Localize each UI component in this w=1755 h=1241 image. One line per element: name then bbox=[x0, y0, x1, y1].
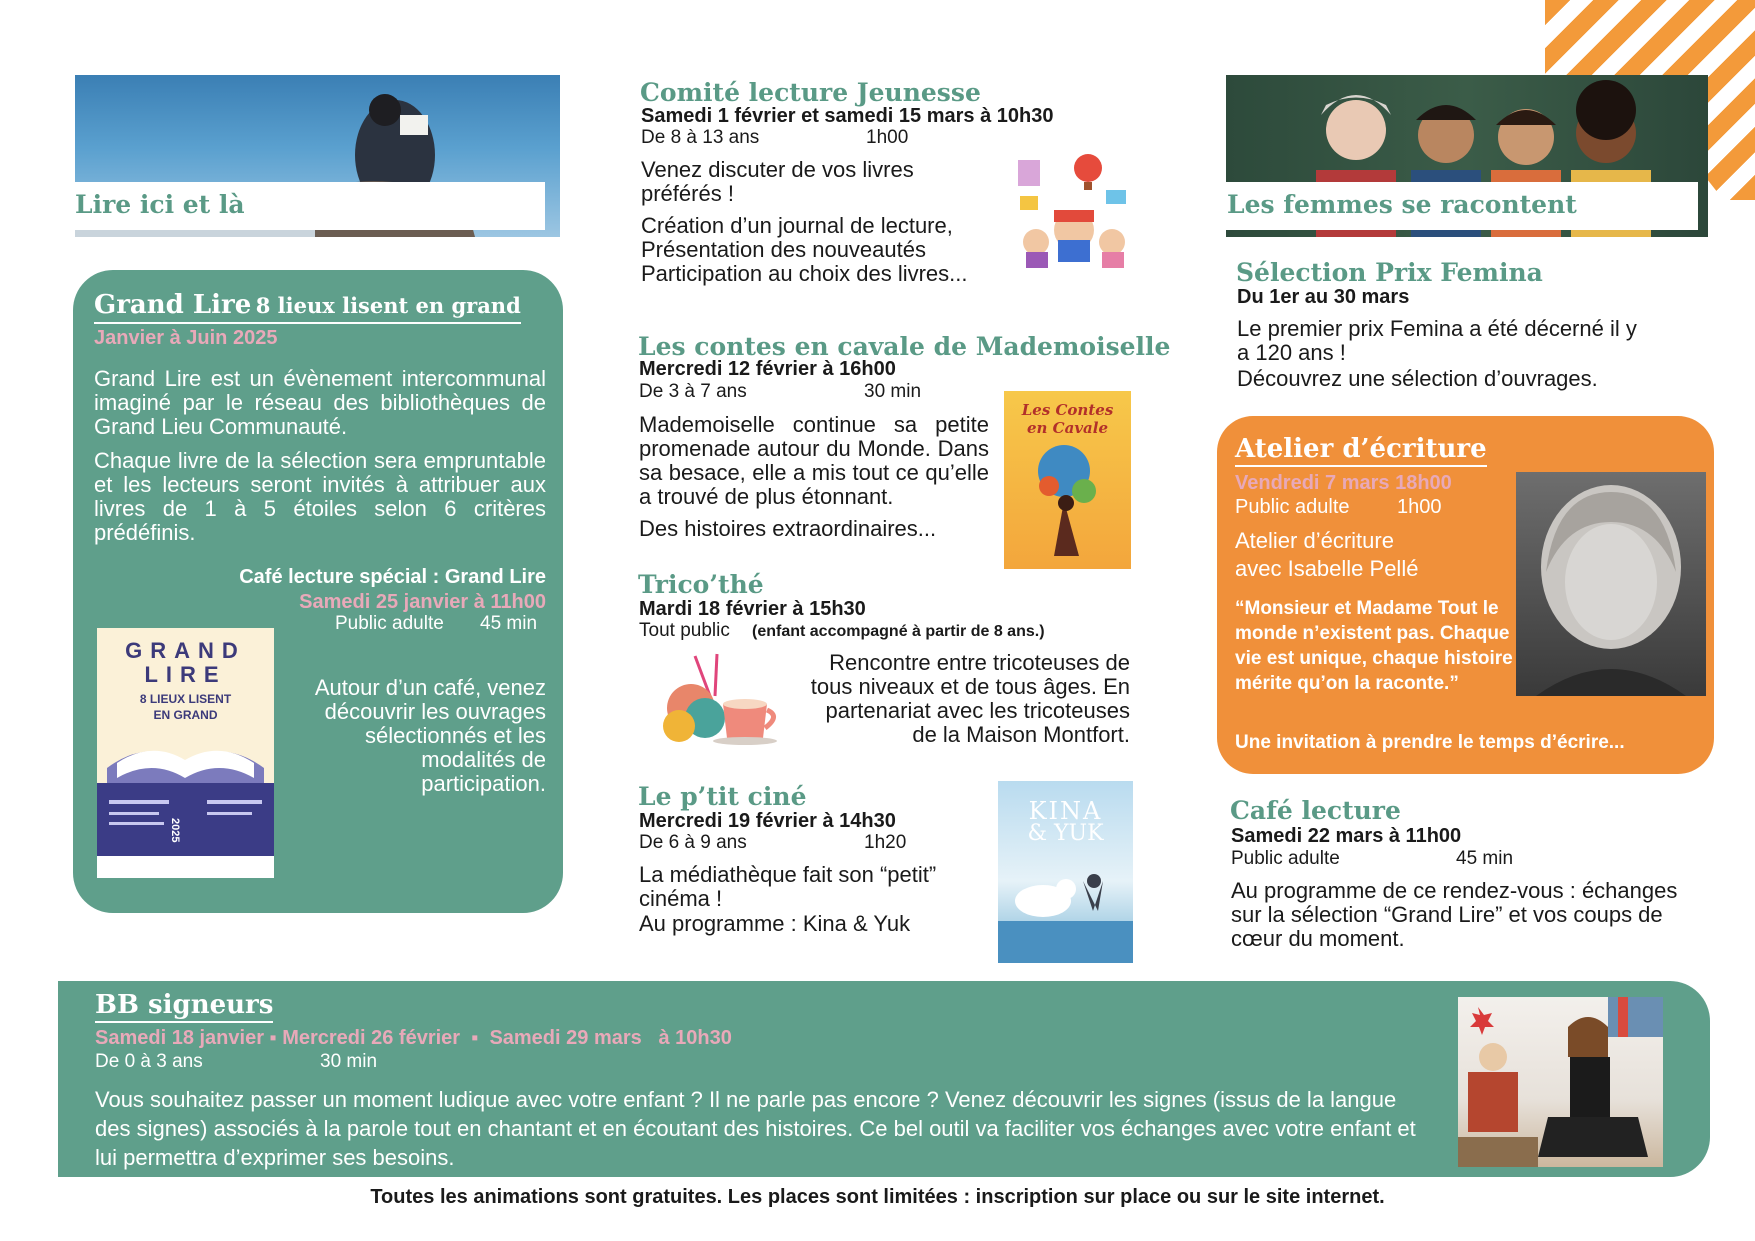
bb-sep-2: ▪ bbox=[471, 1027, 479, 1049]
kids-reading-illustration bbox=[1008, 150, 1138, 270]
contes-p1: Mademoiselle continue sa petite promenade autour du Monde. Dans sa besace, elle a mis tout ce qu’elle a trouvé de plus étonnant. bbox=[639, 412, 989, 509]
grand-lire-p1: Grand Lire est un évènement intercommunal imaginé par le réseau des bibliothèques de Grand Lieu Communauté. bbox=[94, 366, 546, 439]
contes-poster-line2: en Cavale bbox=[1026, 419, 1108, 437]
cine-p1: La médiathèque fait son “petit” cinéma ! bbox=[639, 862, 937, 911]
grand-lire-cafe-duration: 45 min bbox=[480, 613, 538, 634]
comite-p1: Venez discuter de vos livres préférés ! bbox=[641, 157, 914, 206]
grand-lire-p2: Chaque livre de la sélection sera empruntable et les lecteurs seront invités à attribuer aux livres de 1 à 5 étoiles selon 6 critères prédéfinis. bbox=[94, 448, 546, 545]
comite-duration: 1h00 bbox=[866, 127, 909, 148]
poster-year: 2025 bbox=[169, 818, 181, 843]
poster-en-grand: EN GRAND bbox=[153, 708, 218, 722]
contes-duration: 30 min bbox=[864, 381, 922, 402]
bb-dates bbox=[95, 1027, 732, 1050]
atelier-quote: “Monsieur et Madame Tout le monde n’existent pas. Chaque vie est unique, chaque histoire mérite qu’on la raconte.” bbox=[1235, 598, 1513, 694]
comite-date: Samedi 1 février et samedi 15 mars à 10h30 bbox=[641, 105, 1054, 127]
comite-p2: Création d’un journal de lecture, Présentation des nouveautés Participation au choix des livres... bbox=[641, 213, 968, 286]
bb-signeurs-photo bbox=[1458, 997, 1663, 1167]
atelier-public: Public adulte bbox=[1235, 496, 1350, 518]
cine-duration: 1h20 bbox=[864, 832, 907, 853]
tricothe-public: Tout public bbox=[639, 620, 730, 641]
femmes-title: Les femmes se racontent bbox=[1227, 190, 1577, 219]
cine-p2: Au programme : Kina & Yuk bbox=[639, 911, 911, 936]
bb-p1: Vous souhaitez passer un moment ludique avec votre enfant ? Il ne parle pas encore ? Venez découvrir les signes (issus de la langue des signes) associés à la parole tout en chantant et en écoutant des histoires. Ce bel outil va faciliter vos échanges avec votre enfant et lui permettra d’exprimer ses besoins. bbox=[95, 1087, 1416, 1170]
atelier-title: Atelier d’écriture bbox=[1235, 434, 1487, 467]
cafe-p1: Au programme de ce rendez-vous : échanges sur la sélection “Grand Lire” et vos coups de cœur du moment. bbox=[1231, 878, 1678, 951]
contes-age: De 3 à 7 ans bbox=[639, 381, 747, 402]
cafe-public: Public adulte bbox=[1231, 848, 1340, 869]
grand-lire-title: Grand Lire bbox=[94, 290, 252, 320]
grand-lire-cafe-title: Café lecture spécial : Grand Lire bbox=[239, 566, 546, 588]
grand-lire-subtitle: 8 lieux lisent en grand bbox=[255, 293, 521, 318]
bb-title: BB signeurs bbox=[95, 990, 273, 1023]
tricothe-date: Mardi 18 février à 15h30 bbox=[639, 598, 866, 620]
grand-lire-heading bbox=[94, 290, 521, 324]
poster-8-lieux: 8 LIEUX LISENT bbox=[139, 692, 232, 706]
knitting-tea-illustration bbox=[655, 646, 785, 746]
cafe-title: Café lecture bbox=[1230, 796, 1401, 825]
poster-grand: GRAND bbox=[125, 638, 246, 663]
contes-title: Les contes en cavale de Mademoiselle bbox=[638, 332, 1171, 361]
contes-poster bbox=[1004, 391, 1131, 569]
grand-lire-cafe-date: Samedi 25 janvier à 11h00 bbox=[299, 591, 546, 613]
comite-age: De 8 à 13 ans bbox=[641, 127, 760, 148]
bb-date-1: Samedi 18 janvier bbox=[95, 1027, 264, 1049]
footer-note: Toutes les animations sont gratuites. Les places sont limitées : inscription sur place ou sur le site internet. bbox=[370, 1186, 1385, 1208]
grand-lire-p3: Autour d’un café, venez découvrir les ouvrages sélectionnés et les modalités de participation. bbox=[314, 675, 546, 796]
atelier-p1: Atelier d’écriture avec Isabelle Pellé bbox=[1235, 528, 1419, 581]
femina-title: Sélection Prix Femina bbox=[1236, 258, 1543, 287]
cine-age: De 6 à 9 ans bbox=[639, 832, 747, 853]
cine-date: Mercredi 19 février à 14h30 bbox=[639, 810, 896, 832]
femina-p1: Le premier prix Femina a été décerné il y a 120 ans ! bbox=[1237, 316, 1637, 365]
atelier-duration: 1h00 bbox=[1397, 496, 1442, 518]
cine-title: Le p’tit ciné bbox=[638, 782, 807, 811]
cafe-duration: 45 min bbox=[1456, 848, 1514, 869]
bb-date-2: Mercredi 26 février bbox=[282, 1027, 461, 1049]
isabelle-pelle-portrait bbox=[1516, 472, 1706, 696]
femina-date: Du 1er au 30 mars bbox=[1237, 286, 1410, 308]
contes-poster-line1: Les Contes bbox=[1021, 401, 1114, 419]
femina-p2: Découvrez une sélection d’ouvrages. bbox=[1237, 366, 1598, 391]
open-book-icon bbox=[97, 628, 274, 878]
cafe-date: Samedi 22 mars à 11h00 bbox=[1231, 825, 1462, 847]
tricothe-note: (enfant accompagné à partir de 8 ans.) bbox=[752, 623, 1045, 640]
bb-sep-1: ▪ bbox=[269, 1027, 277, 1049]
tricothe-title: Trico’thé bbox=[638, 570, 764, 599]
atelier-date: Vendredi 7 mars 18h00 bbox=[1235, 472, 1452, 494]
kina-yuk-poster-line1: KINA bbox=[1028, 797, 1103, 825]
bb-date-3: Samedi 29 mars bbox=[489, 1027, 642, 1049]
grand-lire-poster bbox=[97, 628, 274, 878]
contes-p2: Des histoires extraordinaires... bbox=[639, 516, 937, 541]
contes-date: Mercredi 12 février à 16h00 bbox=[639, 358, 896, 380]
kina-yuk-poster-line2: & YUK bbox=[1027, 821, 1104, 846]
bb-time: à 10h30 bbox=[658, 1027, 732, 1049]
bb-duration: 30 min bbox=[320, 1051, 378, 1072]
kina-yuk-poster bbox=[998, 781, 1133, 963]
atelier-invite: Une invitation à prendre le temps d’écrire... bbox=[1235, 732, 1625, 753]
comite-title: Comité lecture Jeunesse bbox=[640, 78, 981, 107]
lire-title: Lire ici et là bbox=[75, 190, 245, 219]
grand-lire-cafe-public: Public adulte bbox=[335, 613, 444, 634]
tricothe-p1: Rencontre entre tricoteuses de tous niveaux et de tous âges. En partenariat avec les tricoteuses de la Maison Montfort. bbox=[810, 650, 1130, 747]
grand-lire-dates: Janvier à Juin 2025 bbox=[94, 327, 278, 349]
poster-lire: LIRE bbox=[144, 662, 227, 687]
bb-age: De 0 à 3 ans bbox=[95, 1051, 203, 1072]
